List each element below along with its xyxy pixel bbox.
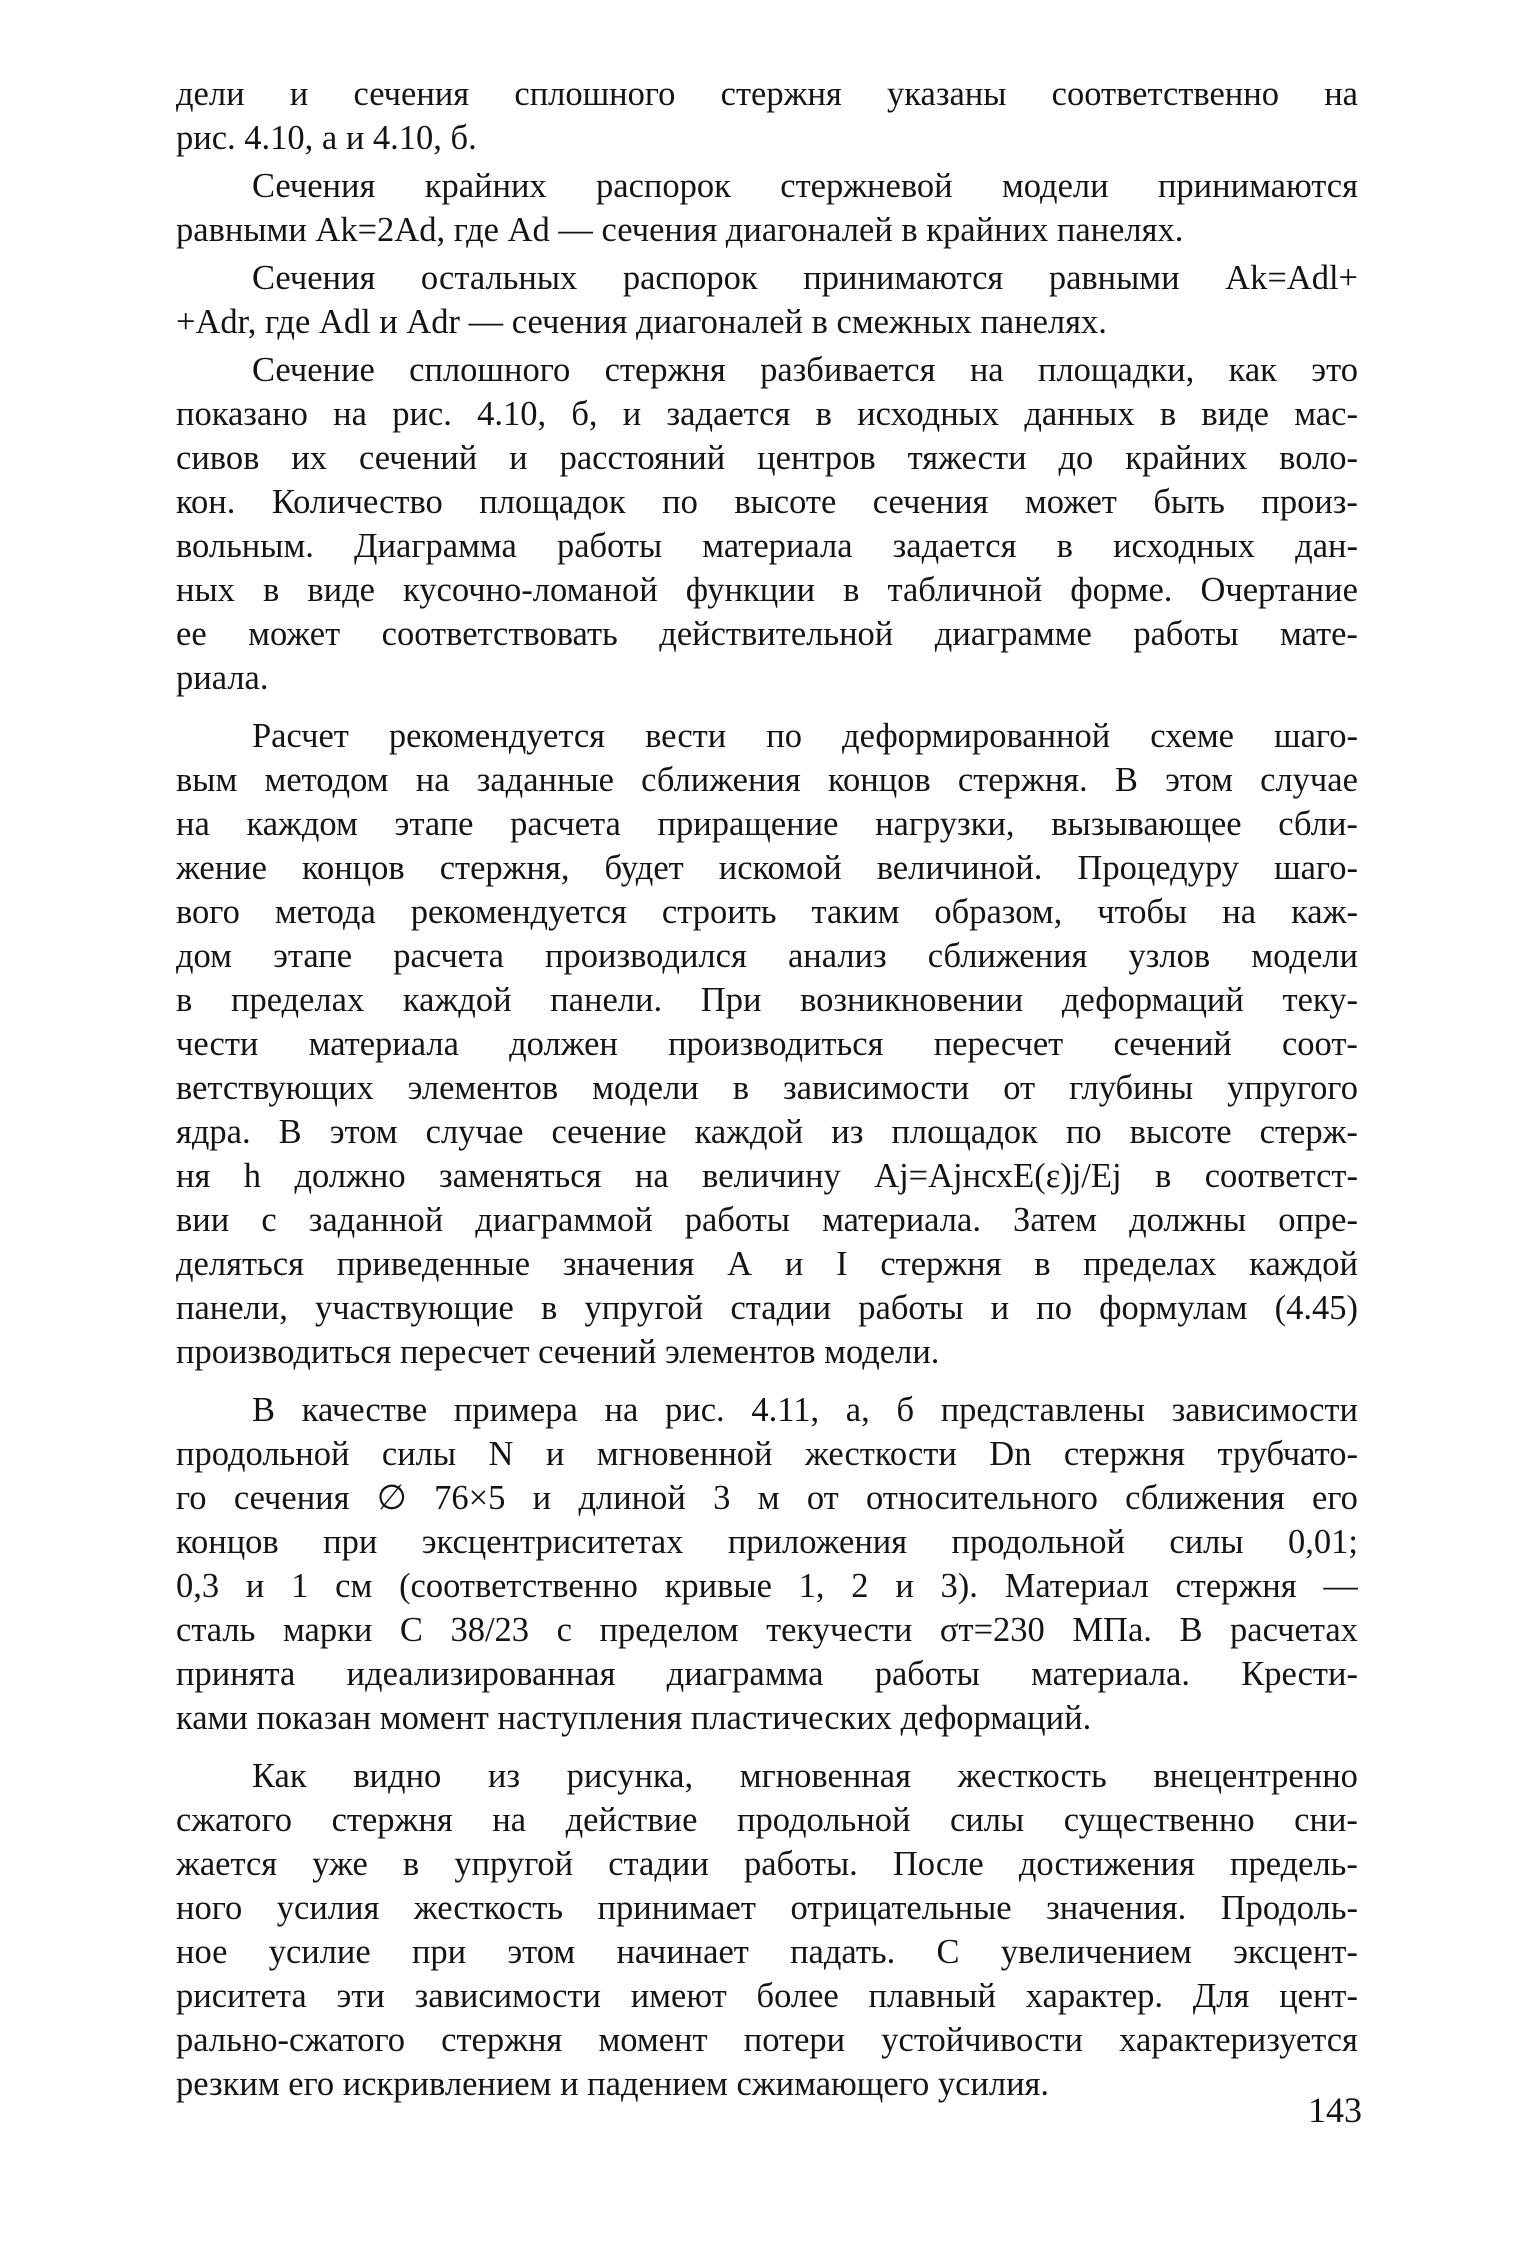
text-line: на каждом этапе расчета приращение нагрузки, вызывающее сбли- bbox=[176, 805, 1358, 843]
text-line: сивов их сечений и расстояний центров тяжести до крайних воло- bbox=[176, 439, 1358, 477]
text-line: го сечения ∅ 76×5 и длиной 3 м от относительного сближения его bbox=[176, 1479, 1358, 1517]
text-line: риситета эти зависимости имеют более плавный характер. Для цент- bbox=[176, 1977, 1358, 2015]
text-line: ее может соответствовать действительной диаграмме работы мате- bbox=[176, 615, 1358, 653]
text-line: рис. 4.10, a и 4.10, б. bbox=[176, 119, 477, 157]
text-line: риала. bbox=[176, 659, 269, 697]
paragraph bbox=[176, 348, 1358, 700]
page-body bbox=[176, 72, 1358, 2110]
paragraph bbox=[176, 72, 1358, 160]
text-line: вым методом на заданные сближения концов стержня. В этом случае bbox=[176, 761, 1358, 799]
text-line: принята идеализированная диаграмма работы материала. Крести- bbox=[176, 1655, 1358, 1693]
text-line: ядра. В этом случае сечение каждой из площадок по высоте стерж- bbox=[176, 1113, 1358, 1151]
text-line: жение концов стержня, будет искомой величиной. Процедуру шаго- bbox=[176, 849, 1358, 887]
text-line: рально-сжатого стержня момент потери устойчивости характеризуется bbox=[176, 2021, 1358, 2059]
text-line: продольной силы N и мгновенной жесткости Dn стержня трубчато- bbox=[176, 1435, 1358, 1473]
paragraph bbox=[176, 164, 1358, 252]
text-line: Как видно из рисунка, мгновенная жесткость внецентренно bbox=[252, 1757, 1358, 1795]
text-line: Сечения остальных распорок принимаются равными Ak=Adl+ bbox=[252, 259, 1358, 297]
text-line: 0,3 и 1 см (соответственно кривые 1, 2 и 3). Материал стержня — bbox=[176, 1567, 1358, 1605]
text-line: кон. Количество площадок по высоте сечения может быть произ- bbox=[176, 483, 1358, 521]
text-line: в пределах каждой панели. При возникновении деформаций теку- bbox=[176, 981, 1358, 1019]
text-line: деляться приведенные значения A и I стержня в пределах каждой bbox=[176, 1245, 1358, 1283]
text-line: ное усилие при этом начинает падать. С увеличением эксцент- bbox=[176, 1933, 1358, 1971]
page-number: 143 bbox=[1308, 2090, 1362, 2130]
text-line: +Adr, где Adl и Adr — сечения диагоналей в смежных панелях. bbox=[176, 303, 1107, 341]
text-line: жается уже в упругой стадии работы. После достижения предель- bbox=[176, 1845, 1358, 1883]
text-line: равными Ak=2Ad, где Ad — сечения диагоналей в крайних панелях. bbox=[176, 211, 1184, 249]
paragraph bbox=[176, 1388, 1358, 1740]
text-line: вого метода рекомендуется строить таким образом, чтобы на каж- bbox=[176, 893, 1358, 931]
text-line: вии с заданной диаграммой работы материала. Затем должны опре- bbox=[176, 1201, 1358, 1239]
text-line: концов при эксцентриситетах приложения продольной силы 0,01; bbox=[176, 1523, 1358, 1561]
paragraph bbox=[176, 714, 1358, 1374]
text-line: ных в виде кусочно-ломаной функции в табличной форме. Очертание bbox=[176, 571, 1358, 609]
text-line: дом этапе расчета производился анализ сближения узлов модели bbox=[176, 937, 1358, 975]
paragraph bbox=[176, 256, 1358, 344]
text-line: ного усилия жесткость принимает отрицательные значения. Продоль- bbox=[176, 1889, 1358, 1927]
text-line: ками показан момент наступления пластических деформаций. bbox=[176, 1699, 1092, 1737]
text-line: производиться пересчет сечений элементов модели. bbox=[176, 1333, 940, 1371]
text-line: Расчет рекомендуется вести по деформированной схеме шаго- bbox=[252, 717, 1358, 755]
text-line: ня h должно заменяться на величину Aj=AjнсхE(ε)j/Ej в соответст- bbox=[176, 1157, 1358, 1195]
text-line: вольным. Диаграмма работы материала задается в исходных дан- bbox=[176, 527, 1358, 565]
text-line: резким его искривлением и падением сжимающего усилия. bbox=[176, 2065, 1050, 2103]
text-line: показано на рис. 4.10, б, и задается в исходных данных в виде мас- bbox=[176, 395, 1358, 433]
text-line: ветствующих элементов модели в зависимости от глубины упругого bbox=[176, 1069, 1358, 1107]
text-line: сжатого стержня на действие продольной силы существенно сни- bbox=[176, 1801, 1358, 1839]
text-line: панели, участвующие в упругой стадии работы и по формулам (4.45) bbox=[176, 1289, 1358, 1327]
paragraph bbox=[176, 1754, 1358, 2106]
text-line: В качестве примера на рис. 4.11, a, б представлены зависимости bbox=[252, 1391, 1358, 1429]
text-line: дели и сечения сплошного стержня указаны соответственно на bbox=[176, 75, 1358, 113]
text-line: сталь марки С 38/23 с пределом текучести σт=230 МПа. В расчетах bbox=[176, 1611, 1358, 1649]
text-line: Сечения крайних распорок стержневой модели принимаются bbox=[252, 167, 1358, 205]
text-line: Сечение сплошного стержня разбивается на площадки, как это bbox=[252, 351, 1358, 389]
text-line: чести материала должен производиться пересчет сечений соот- bbox=[176, 1025, 1358, 1063]
